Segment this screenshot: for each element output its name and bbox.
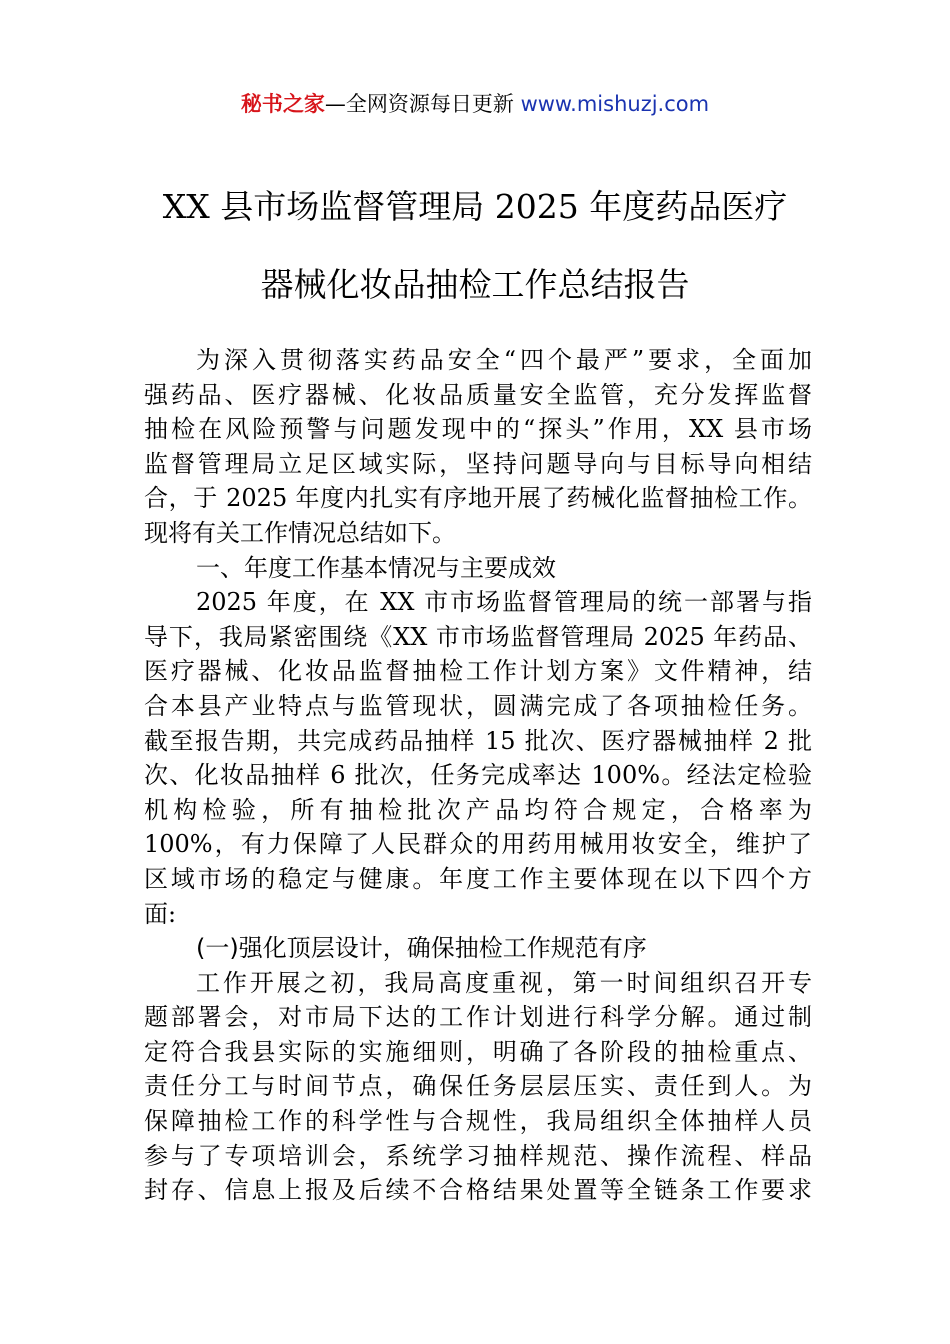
subsection-heading: (一)强化顶层设计，确保抽检工作规范有序 <box>196 934 647 963</box>
paragraph-line: 参与了专项培训会，系统学习抽样规范、操作流程、样品 <box>144 1141 812 1170</box>
site-url-link[interactable]: www.mishuzj.com <box>520 92 710 116</box>
site-tagline: —全网资源每日更新 <box>324 92 514 116</box>
paragraph-line: 合，于 2025 年度内扎实有序地开展了药械化监督抽检工作。 <box>144 484 812 513</box>
paragraph-line: 封存、信息上报及后续不合格结果处置等全链条工作要求 <box>144 1176 812 1205</box>
title-line-1: XX 县市场监督管理局 2025 年度药品医疗 <box>162 187 788 226</box>
paragraph-line: 导下，我局紧密围绕《XX 市市场监督管理局 2025 年药品、 <box>144 622 812 651</box>
paragraph-line: 监督管理局立足区域实际，坚持问题导向与目标导向相结 <box>144 449 812 478</box>
paragraph-line: 定符合我县实际的实施细则，明确了各阶段的抽检重点、 <box>144 1037 812 1066</box>
site-brand: 秘书之家 <box>240 92 325 116</box>
title-line-2: 器械化妆品抽检工作总结报告 <box>260 265 690 304</box>
paragraph-line: 工作开展之初，我局高度重视，第一时间组织召开专 <box>196 968 812 997</box>
paragraph-line: 现将有关工作情况总结如下。 <box>144 518 456 547</box>
paragraph-line: 机构检验，所有抽检批次产品均符合规定，合格率为 <box>144 795 812 824</box>
section-heading: 一、年度工作基本情况与主要成效 <box>196 553 556 582</box>
paragraph-line: 截至报告期，共完成药品抽样 15 批次、医疗器械抽样 2 批 <box>144 726 812 755</box>
paragraph-line: 2025 年度，在 XX 市市场监督管理局的统一部署与指 <box>196 588 812 617</box>
paragraph-line: 责任分工与时间节点，确保任务层层压实、责任到人。为 <box>144 1072 812 1101</box>
paragraph-line: 题部署会，对市局下达的工作计划进行科学分解。通过制 <box>144 1003 812 1032</box>
paragraph-line: 100%，有力保障了人民群众的用药用械用妆安全，维护了 <box>144 830 812 859</box>
paragraph-line: 为深入贯彻落实药品安全“四个最严”要求，全面加 <box>196 346 812 374</box>
paragraph-line: 强药品、医疗器械、化妆品质量安全监管，充分发挥监督 <box>144 380 812 409</box>
paragraph-line: 区域市场的稳定与健康。年度工作主要体现在以下四个方 <box>144 864 812 893</box>
paragraph-line: 次、化妆品抽样 6 批次，任务完成率达 100%。经法定检验 <box>144 761 812 790</box>
document-body <box>144 343 812 1208</box>
paragraph-line: 合本县产业特点与监管现状，圆满完成了各项抽检任务。 <box>144 691 812 720</box>
document-title <box>0 182 950 338</box>
site-header <box>0 88 950 120</box>
paragraph-line: 保障抽检工作的科学性与合规性，我局组织全体抽样人员 <box>144 1107 812 1136</box>
paragraph-line: 医疗器械、化妆品监督抽检工作计划方案》文件精神，结 <box>144 657 812 686</box>
paragraph-line: 抽检在风险预警与问题发现中的“探头”作用，XX 县市场 <box>144 415 812 444</box>
paragraph-line: 面: <box>144 899 177 928</box>
